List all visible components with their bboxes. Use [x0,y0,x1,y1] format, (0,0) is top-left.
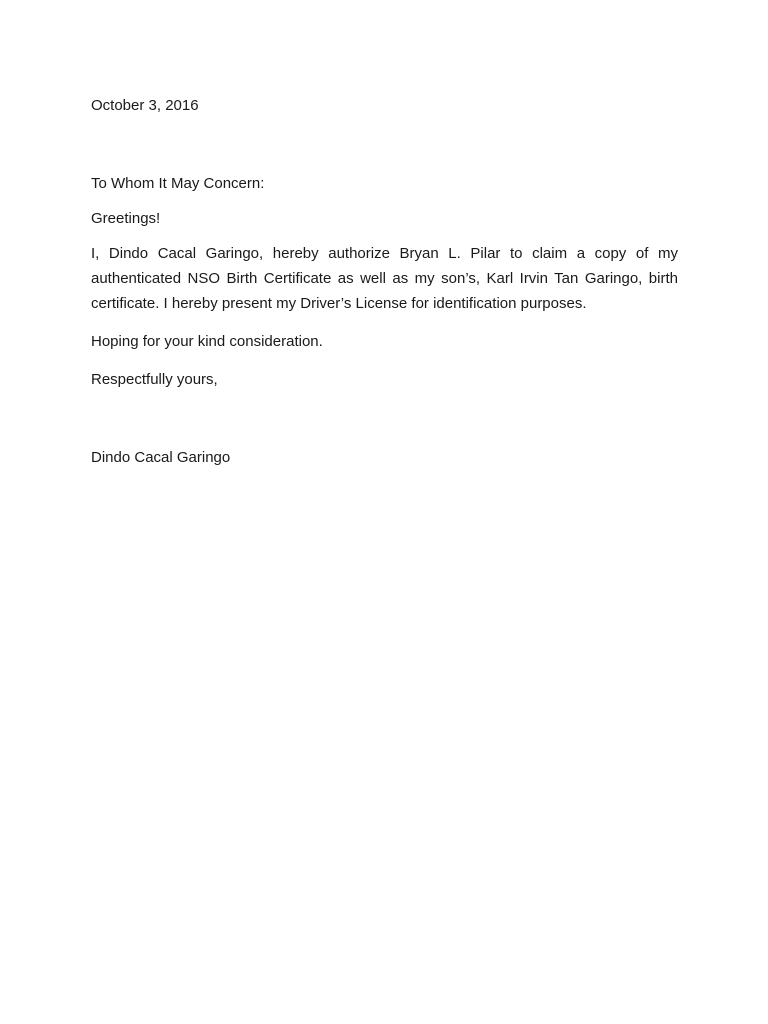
letter-date: October 3, 2016 [91,97,199,114]
authorization-letter [91,93,678,470]
letter-salutation: To Whom It May Concern: [91,175,265,192]
signature-name: Dindo Cacal Garingo [91,449,231,466]
letter-valediction: Respectfully yours, [91,371,218,388]
letter-body: I, Dindo Cacal Garingo, hereby authorize Bryan L. Pilar to claim a copy of my authenticated NSO Birth Certificate as well as my son’s, Karl Irvin Tan Garingo, birth certificate. I hereby present my Driver’s License for identification purposes. [91,245,678,312]
letter-greeting: Greetings! [91,210,161,227]
letter-closing-line: Hoping for your kind consideration. [91,333,323,350]
